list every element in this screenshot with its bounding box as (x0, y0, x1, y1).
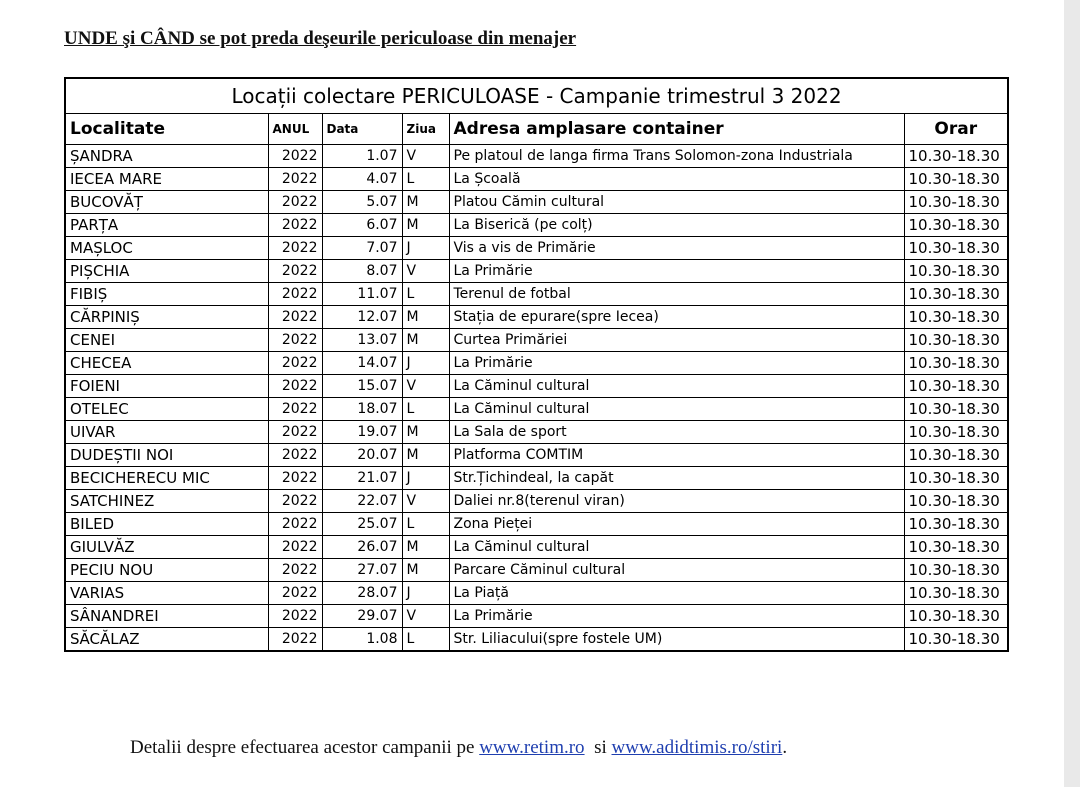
table-row (65, 237, 1008, 260)
cell-orar: 10.30-18.30 (904, 237, 1008, 260)
cell-ziua: M (402, 444, 449, 467)
table-row (65, 352, 1008, 375)
table-row (65, 329, 1008, 352)
cell-localitate: VARIAS (65, 582, 268, 605)
cell-data: 15.07 (322, 375, 402, 398)
cell-anul: 2022 (268, 237, 322, 260)
cell-localitate: MAȘLOC (65, 237, 268, 260)
table-row (65, 168, 1008, 191)
cell-adresa: La Piață (449, 582, 904, 605)
cell-orar: 10.30-18.30 (904, 352, 1008, 375)
header-localitate: Localitate (65, 114, 268, 145)
cell-ziua: L (402, 628, 449, 652)
cell-ziua: J (402, 352, 449, 375)
cell-anul: 2022 (268, 306, 322, 329)
cell-ziua: J (402, 467, 449, 490)
cell-orar: 10.30-18.30 (904, 260, 1008, 283)
cell-orar: 10.30-18.30 (904, 421, 1008, 444)
cell-adresa: La Căminul cultural (449, 375, 904, 398)
cell-localitate: ȘANDRA (65, 145, 268, 168)
cell-orar: 10.30-18.30 (904, 191, 1008, 214)
cell-localitate: BUCOVĂȚ (65, 191, 268, 214)
table-row (65, 260, 1008, 283)
table-title: Locații colectare PERICULOASE - Campanie trimestrul 3 2022 (65, 78, 1008, 114)
cell-data: 11.07 (322, 283, 402, 306)
cell-localitate: CĂRPINIȘ (65, 306, 268, 329)
cell-ziua: V (402, 375, 449, 398)
cell-anul: 2022 (268, 536, 322, 559)
table-row (65, 283, 1008, 306)
retim-link[interactable]: www.retim.ro (479, 737, 585, 758)
footer-prefix: Detalii despre efectuarea acestor campanii pe (130, 737, 480, 758)
cell-orar: 10.30-18.30 (904, 490, 1008, 513)
header-orar: Orar (904, 114, 1008, 145)
cell-orar: 10.30-18.30 (904, 329, 1008, 352)
cell-anul: 2022 (268, 559, 322, 582)
cell-ziua: V (402, 605, 449, 628)
table-row (65, 191, 1008, 214)
cell-ziua: V (402, 490, 449, 513)
table-row (65, 467, 1008, 490)
table-row (65, 582, 1008, 605)
cell-orar: 10.30-18.30 (904, 283, 1008, 306)
cell-data: 14.07 (322, 352, 402, 375)
cell-ziua: J (402, 237, 449, 260)
cell-localitate: FIBIȘ (65, 283, 268, 306)
cell-adresa: La Primărie (449, 260, 904, 283)
cell-orar: 10.30-18.30 (904, 398, 1008, 421)
cell-orar: 10.30-18.30 (904, 168, 1008, 191)
cell-localitate: FOIENI (65, 375, 268, 398)
cell-data: 7.07 (322, 237, 402, 260)
cell-adresa: Zona Pieței (449, 513, 904, 536)
cell-ziua: V (402, 260, 449, 283)
cell-anul: 2022 (268, 398, 322, 421)
cell-anul: 2022 (268, 490, 322, 513)
cell-anul: 2022 (268, 260, 322, 283)
cell-adresa: Platou Cămin cultural (449, 191, 904, 214)
cell-anul: 2022 (268, 145, 322, 168)
cell-adresa: Str. Liliacului(spre fostele UM) (449, 628, 904, 652)
cell-orar: 10.30-18.30 (904, 628, 1008, 652)
table-row (65, 145, 1008, 168)
table-row (65, 398, 1008, 421)
table-row (65, 375, 1008, 398)
cell-ziua: M (402, 329, 449, 352)
table-row (65, 490, 1008, 513)
cell-localitate: SATCHINEZ (65, 490, 268, 513)
cell-anul: 2022 (268, 421, 322, 444)
table-row (65, 444, 1008, 467)
cell-orar: 10.30-18.30 (904, 605, 1008, 628)
cell-adresa: La Căminul cultural (449, 536, 904, 559)
cell-data: 21.07 (322, 467, 402, 490)
header-data: Data (322, 114, 402, 145)
cell-data: 29.07 (322, 605, 402, 628)
cell-anul: 2022 (268, 375, 322, 398)
cell-localitate: DUDEȘTII NOI (65, 444, 268, 467)
cell-adresa: La Primărie (449, 352, 904, 375)
cell-adresa: Platforma COMTIM (449, 444, 904, 467)
cell-anul: 2022 (268, 283, 322, 306)
cell-adresa: La Primărie (449, 605, 904, 628)
cell-data: 1.08 (322, 628, 402, 652)
cell-data: 4.07 (322, 168, 402, 191)
cell-ziua: L (402, 513, 449, 536)
cell-ziua: L (402, 398, 449, 421)
cell-adresa: Stația de epurare(spre Iecea) (449, 306, 904, 329)
cell-adresa: La Sala de sport (449, 421, 904, 444)
cell-adresa: La Biserică (pe colț) (449, 214, 904, 237)
cell-orar: 10.30-18.30 (904, 214, 1008, 237)
cell-data: 8.07 (322, 260, 402, 283)
table-row (65, 605, 1008, 628)
cell-data: 28.07 (322, 582, 402, 605)
cell-localitate: PARȚA (65, 214, 268, 237)
cell-ziua: L (402, 283, 449, 306)
header-anul: ANUL (268, 114, 322, 145)
cell-anul: 2022 (268, 605, 322, 628)
table-row (65, 513, 1008, 536)
cell-localitate: UIVAR (65, 421, 268, 444)
cell-ziua: M (402, 306, 449, 329)
table-row (65, 536, 1008, 559)
cell-adresa: Vis a vis de Primărie (449, 237, 904, 260)
cell-anul: 2022 (268, 214, 322, 237)
cell-adresa: Pe platoul de langa firma Trans Solomon-zona Industriala (449, 145, 904, 168)
cell-adresa: Curtea Primăriei (449, 329, 904, 352)
cell-data: 22.07 (322, 490, 402, 513)
cell-ziua: M (402, 536, 449, 559)
cell-orar: 10.30-18.30 (904, 375, 1008, 398)
cell-data: 25.07 (322, 513, 402, 536)
cell-localitate: GIULVĂZ (65, 536, 268, 559)
cell-adresa: La Școală (449, 168, 904, 191)
cell-anul: 2022 (268, 513, 322, 536)
header-adresa: Adresa amplasare container (449, 114, 904, 145)
cell-localitate: CHECEA (65, 352, 268, 375)
cell-anul: 2022 (268, 352, 322, 375)
cell-orar: 10.30-18.30 (904, 145, 1008, 168)
cell-localitate: BECICHERECU MIC (65, 467, 268, 490)
header-ziua: Ziua (402, 114, 449, 145)
cell-adresa: Daliei nr.8(terenul viran) (449, 490, 904, 513)
cell-orar: 10.30-18.30 (904, 444, 1008, 467)
cell-ziua: M (402, 421, 449, 444)
table-header-row (65, 114, 1008, 145)
table-row (65, 214, 1008, 237)
cell-anul: 2022 (268, 582, 322, 605)
cell-localitate: IECEA MARE (65, 168, 268, 191)
cell-adresa: Parcare Căminul cultural (449, 559, 904, 582)
cell-localitate: SĂCĂLAZ (65, 628, 268, 652)
table-row (65, 306, 1008, 329)
cell-ziua: V (402, 145, 449, 168)
cell-data: 5.07 (322, 191, 402, 214)
footer-suffix: . (782, 737, 788, 758)
collection-schedule-table (64, 77, 1009, 652)
cell-ziua: M (402, 191, 449, 214)
cell-localitate: OTELEC (65, 398, 268, 421)
cell-localitate: SÂNANDREI (65, 605, 268, 628)
footer-note (130, 737, 787, 759)
cell-orar: 10.30-18.30 (904, 467, 1008, 490)
table-row (65, 421, 1008, 444)
cell-data: 18.07 (322, 398, 402, 421)
right-edge-strip (1064, 0, 1080, 787)
cell-data: 20.07 (322, 444, 402, 467)
cell-data: 19.07 (322, 421, 402, 444)
cell-data: 26.07 (322, 536, 402, 559)
footer-middle: si (584, 737, 612, 758)
cell-ziua: L (402, 168, 449, 191)
cell-anul: 2022 (268, 467, 322, 490)
cell-orar: 10.30-18.30 (904, 513, 1008, 536)
cell-data: 12.07 (322, 306, 402, 329)
cell-ziua: M (402, 214, 449, 237)
cell-data: 13.07 (322, 329, 402, 352)
cell-orar: 10.30-18.30 (904, 559, 1008, 582)
cell-ziua: J (402, 582, 449, 605)
cell-data: 1.07 (322, 145, 402, 168)
cell-orar: 10.30-18.30 (904, 306, 1008, 329)
cell-anul: 2022 (268, 444, 322, 467)
cell-data: 27.07 (322, 559, 402, 582)
cell-adresa: Terenul de fotbal (449, 283, 904, 306)
page-heading: UNDE şi CÂND se pot preda deşeurile periculoase din menajer (64, 28, 577, 49)
cell-anul: 2022 (268, 628, 322, 652)
cell-orar: 10.30-18.30 (904, 582, 1008, 605)
cell-anul: 2022 (268, 191, 322, 214)
cell-localitate: PIȘCHIA (65, 260, 268, 283)
cell-adresa: Str.Țichindeal, la capăt (449, 467, 904, 490)
cell-anul: 2022 (268, 329, 322, 352)
table-row (65, 559, 1008, 582)
cell-anul: 2022 (268, 168, 322, 191)
adidtimis-link[interactable]: www.adidtimis.ro/stiri (611, 737, 783, 758)
table-row (65, 628, 1008, 652)
cell-orar: 10.30-18.30 (904, 536, 1008, 559)
cell-localitate: BILED (65, 513, 268, 536)
cell-localitate: CENEI (65, 329, 268, 352)
cell-localitate: PECIU NOU (65, 559, 268, 582)
cell-data: 6.07 (322, 214, 402, 237)
cell-adresa: La Căminul cultural (449, 398, 904, 421)
cell-ziua: M (402, 559, 449, 582)
